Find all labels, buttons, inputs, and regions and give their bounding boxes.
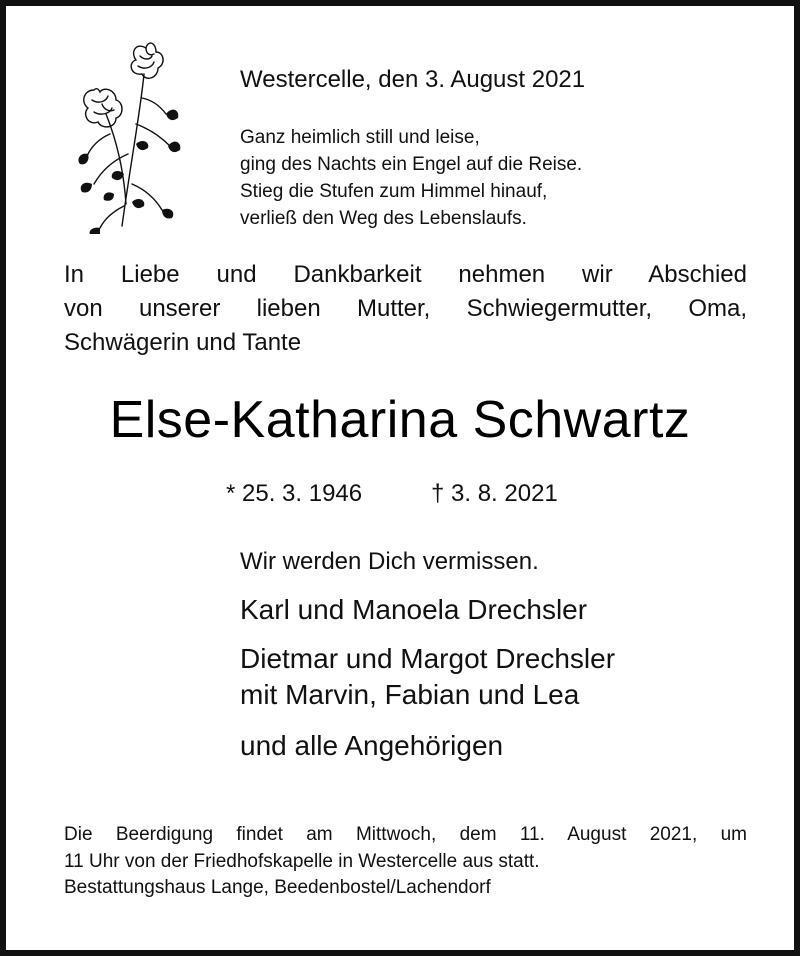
poem-line: verließ den Weg des Lebenslaufs.	[240, 208, 527, 229]
birth-date: * 25. 3. 1946	[226, 480, 363, 507]
intro-line: Schwägerin und Tante	[64, 329, 302, 356]
poem-line: Ganz heimlich still und leise,	[240, 127, 480, 148]
undertaker: Bestattungshaus Lange, Beedenbostel/Lachendorf	[64, 877, 491, 898]
rose-icon	[66, 34, 186, 234]
intro-text	[64, 258, 747, 360]
mourners-intro: Wir werden Dich vermissen.	[240, 548, 539, 575]
intro-line: In Liebe und Dankbarkeit nehmen wir Abschied	[64, 261, 747, 288]
poem	[240, 124, 582, 232]
mourner-line: Karl und Manoela Drechsler	[240, 594, 588, 625]
funeral-line: 11 Uhr von der Friedhofskapelle in Westercelle aus statt.	[64, 851, 540, 872]
mourner-line: und alle Angehörigen	[240, 730, 504, 761]
death-date: † 3. 8. 2021	[431, 480, 558, 507]
deceased-name: Else-Katharina Schwartz	[109, 391, 691, 449]
poem-line: Stieg die Stufen zum Himmel hinauf,	[240, 181, 548, 202]
mourner-line: mit Marvin, Fabian und Lea	[240, 679, 580, 710]
mourner-line: Dietmar und Margot Drechsler	[240, 643, 616, 674]
funeral-notice	[64, 821, 747, 875]
place-date: Westercelle, den 3. August 2021	[240, 66, 586, 93]
intro-line: von unserer lieben Mutter, Schwiegermutter, Oma,	[64, 295, 747, 322]
funeral-line: Die Beerdigung findet am Mittwoch, dem 11. August 2021, um	[64, 824, 747, 845]
poem-line: ging des Nachts ein Engel auf die Reise.	[240, 154, 583, 175]
